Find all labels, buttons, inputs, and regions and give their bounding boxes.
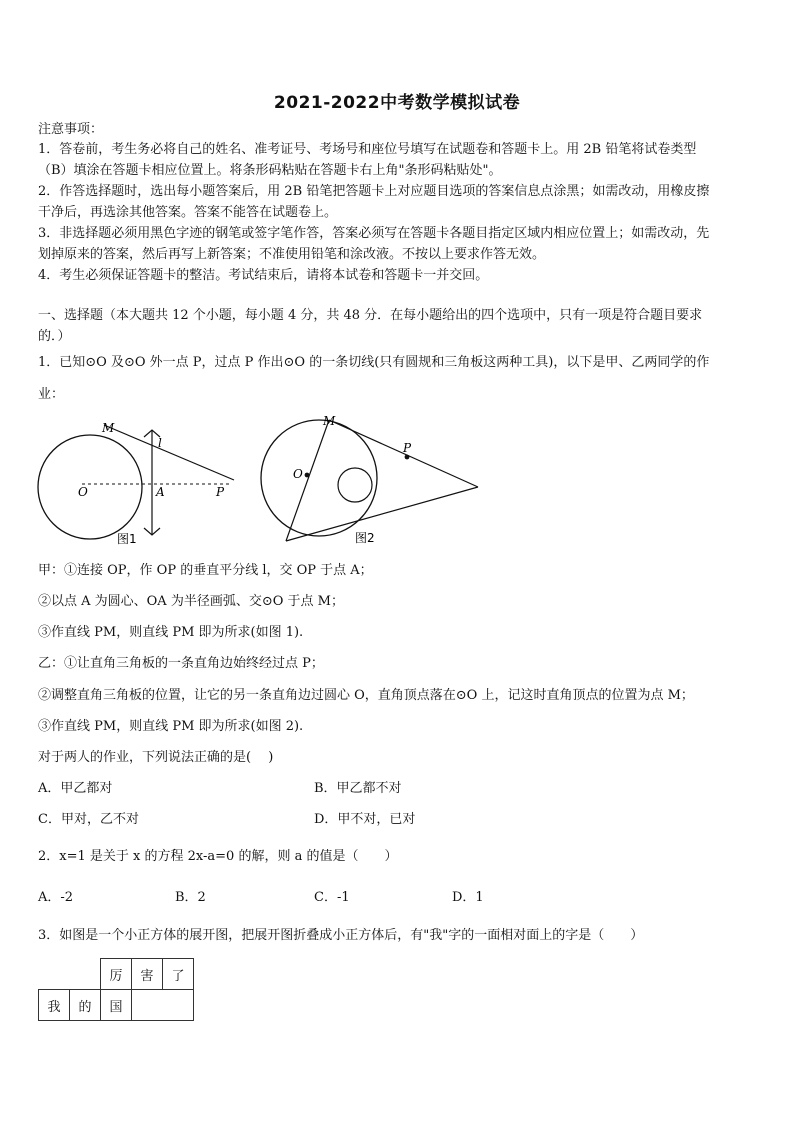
tangent-line — [104, 425, 234, 480]
notice-line: （B）填涂在答题卡相应位置上。将条形码粘贴在答题卡右上角"条形码粘贴处"。 — [38, 163, 502, 178]
cube-net — [38, 958, 194, 1021]
label-l: l — [158, 436, 162, 450]
notice-line: 干净后，再选涂其他答案。答案不能答在试题卷上。 — [38, 205, 338, 220]
section-heading-cont: 的．） — [38, 329, 71, 344]
label-m: M — [102, 421, 115, 435]
notice-line: 2．作答选择题时，选出每小题答案后，用 2B 铅笔把答题卡上对应题目选项的答案信息点涂黑；如需改动，用橡皮擦 — [38, 184, 710, 199]
jia-step: ③作直线 PM，则直线 PM 即为所求(如图 1). — [38, 625, 304, 640]
exam-title: 2021-2022中考数学模拟试卷 — [273, 93, 521, 113]
point-o — [305, 473, 310, 478]
notice-line: 4．考生必须保证答题卡的整洁。考试结束后，请将本试卷和答题卡一并交回。 — [38, 268, 489, 283]
notice-line: 划掉原来的答案，然后再写上新答案；不准使用铅笔和涂改液。不按以上要求作答无效。 — [38, 247, 546, 262]
q2-option-d: D．1 — [452, 890, 484, 905]
figure-2 — [255, 410, 490, 550]
point-p — [405, 455, 410, 460]
label-m: M — [323, 414, 336, 428]
figure-2-caption: 图2 — [355, 531, 375, 545]
label-a: A — [156, 485, 165, 499]
notice-line: 3．非选择题必须用黑色字迹的钢笔或签字笔作答，答案必须写在答题卡各题目指定区域内相应位置上；如需改动，先 — [38, 226, 710, 241]
section-heading: 一、选择题（本大题共 12 个小题，每小题 4 分，共 48 分．在每小题给出的四个选项中，只有一项是符合题目要求 — [38, 308, 703, 323]
notice-heading: 注意事项： — [38, 122, 104, 137]
figure-1 — [34, 415, 244, 550]
yi-step: 乙：①让直角三角板的一条直角边始终经过点 P； — [38, 656, 324, 671]
circle-o — [38, 435, 142, 539]
q2-option-b: B．2 — [175, 890, 206, 905]
q1-option-c: C．甲对，乙不对 — [38, 812, 139, 827]
q1-stem-cont: 业： — [38, 387, 65, 402]
net-cell: 害 — [132, 959, 163, 990]
net-cell: 国 — [101, 990, 132, 1021]
q1-stem: 1．已知⊙O 及⊙O 外一点 P，过点 P 作出⊙O 的一条切线(只有圆规和三角板这两种工具)，以下是甲、乙两同学的作 — [38, 355, 710, 370]
q2-option-c: C．-1 — [314, 890, 350, 905]
small-circle — [338, 468, 372, 502]
yi-step: ③作直线 PM，则直线 PM 即为所求(如图 2). — [38, 719, 304, 734]
net-cell: 厉 — [101, 959, 132, 990]
q2-stem: 2．x=1 是关于 x 的方程 2x-a=0 的解，则 a 的值是（ ） — [38, 849, 398, 864]
figure-1-caption: 图1 — [117, 532, 137, 546]
label-p: P — [403, 441, 412, 455]
q1-option-a: A．甲乙都对 — [38, 781, 113, 796]
notice-line: 1．答卷前，考生务必将自己的姓名、准考证号、考场号和座位号填写在试题卷和答题卡上。用 2B 铅笔将试卷类型 — [38, 142, 697, 157]
q3-stem: 3．如图是一个小正方体的展开图，把展开图折叠成小正方体后，有"我"字的一面相对面上的字是（ ） — [38, 928, 644, 943]
net-cell-empty — [132, 990, 163, 1021]
circle-o — [261, 420, 377, 536]
q2-option-a: A．-2 — [38, 890, 74, 905]
label-o: O — [293, 467, 303, 481]
net-cell: 我 — [39, 990, 70, 1021]
jia-step: 甲：①连接 OP，作 OP 的垂直平分线 l，交 OP 于点 A； — [38, 563, 373, 578]
jia-step: ②以点 A 为圆心、OA 为半径画弧、交⊙O 于点 M； — [38, 594, 344, 609]
q1-option-d: D．甲不对，已对 — [314, 812, 416, 827]
yi-step: ②调整直角三角板的位置，让它的另一条直角边过圆心 O，直角顶点落在⊙O 上，记这时直角顶点的位置为点 M； — [38, 688, 694, 703]
net-cell: 的 — [70, 990, 101, 1021]
net-cell-empty — [163, 990, 194, 1021]
q1-question: 对于两人的作业，下列说法正确的是( ) — [38, 750, 274, 765]
net-cell: 了 — [163, 959, 194, 990]
triangle-edge — [286, 487, 478, 541]
label-o: O — [78, 485, 88, 499]
q1-option-b: B．甲乙都不对 — [314, 781, 402, 796]
label-p: P — [216, 485, 225, 499]
